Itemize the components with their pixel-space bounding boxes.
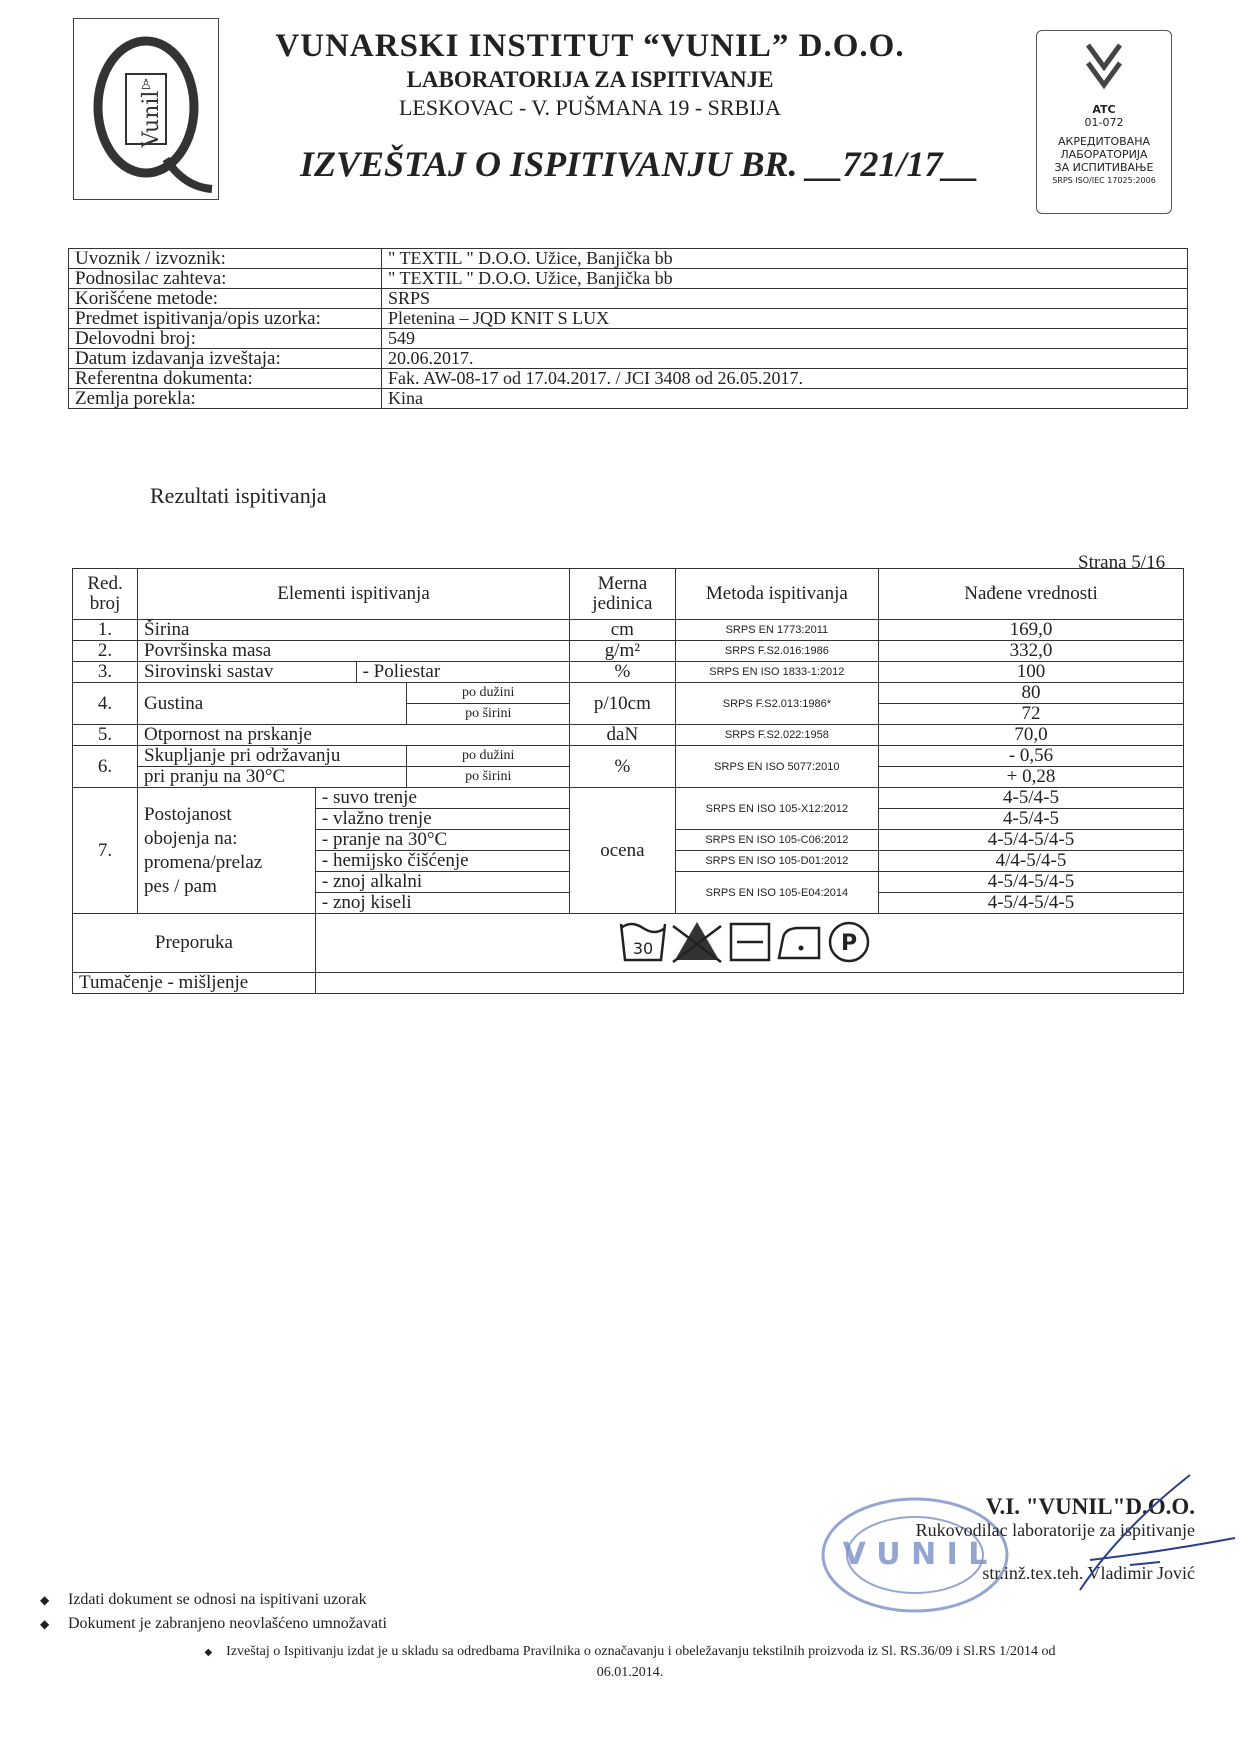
header-method: Metoda ispitivanja [675,569,878,620]
atc-standard: SRPS ISO/IEC 17025:2006 [1052,176,1156,185]
care-label-row: Preporuka 30 P [73,914,1184,973]
header-no: Red. broj [73,569,138,620]
info-label: Korišćene metode: [69,289,382,309]
signature-role: Rukovodilac laboratorije za ispitivanje [915,1520,1195,1540]
legal-note: ◆ Izveštaj o Ispitivanju izdat je u skladu sa odredbama Pravilnika o označavanju i obeležavanju tekstilnih proizvoda iz Sl. RS.36/09 i Sl.RS 1/2014 od 06.01.2014. [204,1644,1056,1680]
care-symbols [315,914,1183,973]
table-row: 4. Gustina po dužini p/10cm SRPS F.S2.013:1986* 80 [73,683,1184,704]
atc-line3: ЗА ИСПИТИВАЊЕ [1054,161,1154,174]
info-value: " TEXTIL " D.O.O. Užice, Banjička bb [382,269,1188,289]
table-row: 3. Sirovinski sastav - Poliestar % SRPS EN ISO 1833-1:2012 100 [73,662,1184,683]
colorfastness-label: Postojanost obojenja na: promena/prelaz pes / pam [138,788,316,914]
table-row: - pranje na 30°C SRPS EN ISO 105-C06:2012 4-5/4-5/4-5 [73,830,1184,851]
info-label: Delovodni broj: [69,329,382,349]
bullet-icon: ◆ [204,1647,213,1658]
table-row: pri pranju na 30°C po širini + 0,28 [73,767,1184,788]
footer-notes [40,1588,387,1636]
atc-line1: АКРЕДИТОВАНА [1058,135,1150,148]
svg-text:P: P [841,930,858,956]
institute-address: LESKOVAC - V. PUŠMANA 19 - SRBIJA [398,95,782,120]
table-row: - hemijsko čišćenje SRPS EN ISO 105-D01:2012 4/4-5/4-5 [73,851,1184,872]
iron-icon [779,928,819,958]
atc-number: 01-072 [1084,116,1124,129]
results-title: Rezultati ispitivanja [150,483,327,508]
note-item: ◆ Izdati dokument se odnosi na ispitivani uzorak [40,1591,367,1608]
svg-text:Vunil: Vunil [139,90,164,148]
atc-logo-icon [1082,37,1126,97]
drying-icon [731,924,769,960]
info-label: Uvoznik / izvoznik: [69,249,382,269]
info-label: Datum izdavanja izveštaja: [69,349,382,369]
header-value: Nađene vrednosti [879,569,1184,620]
results-table [72,568,1184,994]
info-row [69,369,1188,389]
dry-clean-p-icon [830,923,868,961]
info-value: 20.06.2017. [382,349,1188,369]
info-value: Pletenina – JQD KNIT S LUX [382,309,1188,329]
signature-company: V.I. "VUNIL"D.O.O. [985,1494,1195,1519]
info-label: Referentna dokumenta: [69,369,382,389]
svg-text:30: 30 [633,938,654,958]
info-label: Zemlja porekla: [69,389,382,409]
page-number: Strana 5/16 [1078,552,1166,573]
wash-30-icon [621,924,665,960]
info-value: SRPS [382,289,1188,309]
report-title: IZVEŠTAJ O ISPITIVANJU BR. __721/17__ [300,144,979,184]
info-row [69,269,1188,289]
table-row: - znoj kiseli 4-5/4-5/4-5 [73,893,1184,914]
interpretation-row: Tumačenje - mišljenje [73,973,1184,994]
info-row [69,249,1188,269]
report-info-table [68,248,1188,409]
accreditation-badge [1036,30,1172,214]
institute-name: VUNARSKI INSTITUT “VUNIL” D.O.O. [275,28,905,64]
table-row: 7. Postojanost obojenja na: promena/prelaz pes / pam - suvo trenje ocena SRPS EN ISO 105-X12:2012 4-5/4-5 [73,788,1184,809]
info-value: " TEXTIL " D.O.O. Užice, Banjička bb [382,249,1188,269]
info-value: Fak. AW-08-17 od 17.04.2017. / JCI 3408 od 26.05.2017. [382,369,1188,389]
info-row [69,389,1188,409]
info-row [69,309,1188,329]
info-row [69,349,1188,369]
info-value: 549 [382,329,1188,349]
header-element: Elementi ispitivanja [138,569,570,620]
handwritten-signature-icon [960,1470,1240,1620]
signature-name: str.inž.tex.teh. Vladimir Jović [982,1563,1195,1583]
table-row: 5. Otpornost na prskanje daN SRPS F.S2.022:1958 70,0 [73,725,1184,746]
atc-code: ATC [1092,103,1116,116]
info-row [69,329,1188,349]
table-row: - vlažno trenje 4-5/4-5 [73,809,1184,830]
svg-text:♙: ♙ [139,77,153,93]
header-unit: Merna jedinica [570,569,676,620]
info-value: Kina [382,389,1188,409]
table-row: 6. Skupljanje pri održavanju po dužini % SRPS EN ISO 5077:2010 - 0,56 [73,746,1184,767]
no-bleach-icon [673,922,721,962]
lab-name: LABORATORIJA ZA ISPITIVANJE [406,67,774,92]
institute-logo [73,18,219,200]
note-item: ◆ Dokument je zabranjeno neovlašćeno umnožavati [40,1615,387,1632]
care-symbols-icon [609,916,889,966]
table-row: po širini 72 [73,704,1184,725]
info-row [69,289,1188,309]
atc-line2: ЛАБОРАТОРИЈА [1060,148,1148,161]
info-label: Podnosilac zahteva: [69,269,382,289]
table-row: 2. Površinska masa g/m² SRPS F.S2.016:1986 332,0 [73,641,1184,662]
institute-header [230,28,950,121]
vunil-q-logo-icon [74,19,218,199]
info-label: Predmet ispitivanja/opis uzorka: [69,309,382,329]
table-header-row [73,569,1184,620]
table-row: 1. Širina cm SRPS EN 1773:2011 169,0 [73,620,1184,641]
svg-text:V U N I L: V U N I L [842,1537,988,1572]
table-row: - znoj alkalni SRPS EN ISO 105-E04:2014 4-5/4-5/4-5 [73,872,1184,893]
